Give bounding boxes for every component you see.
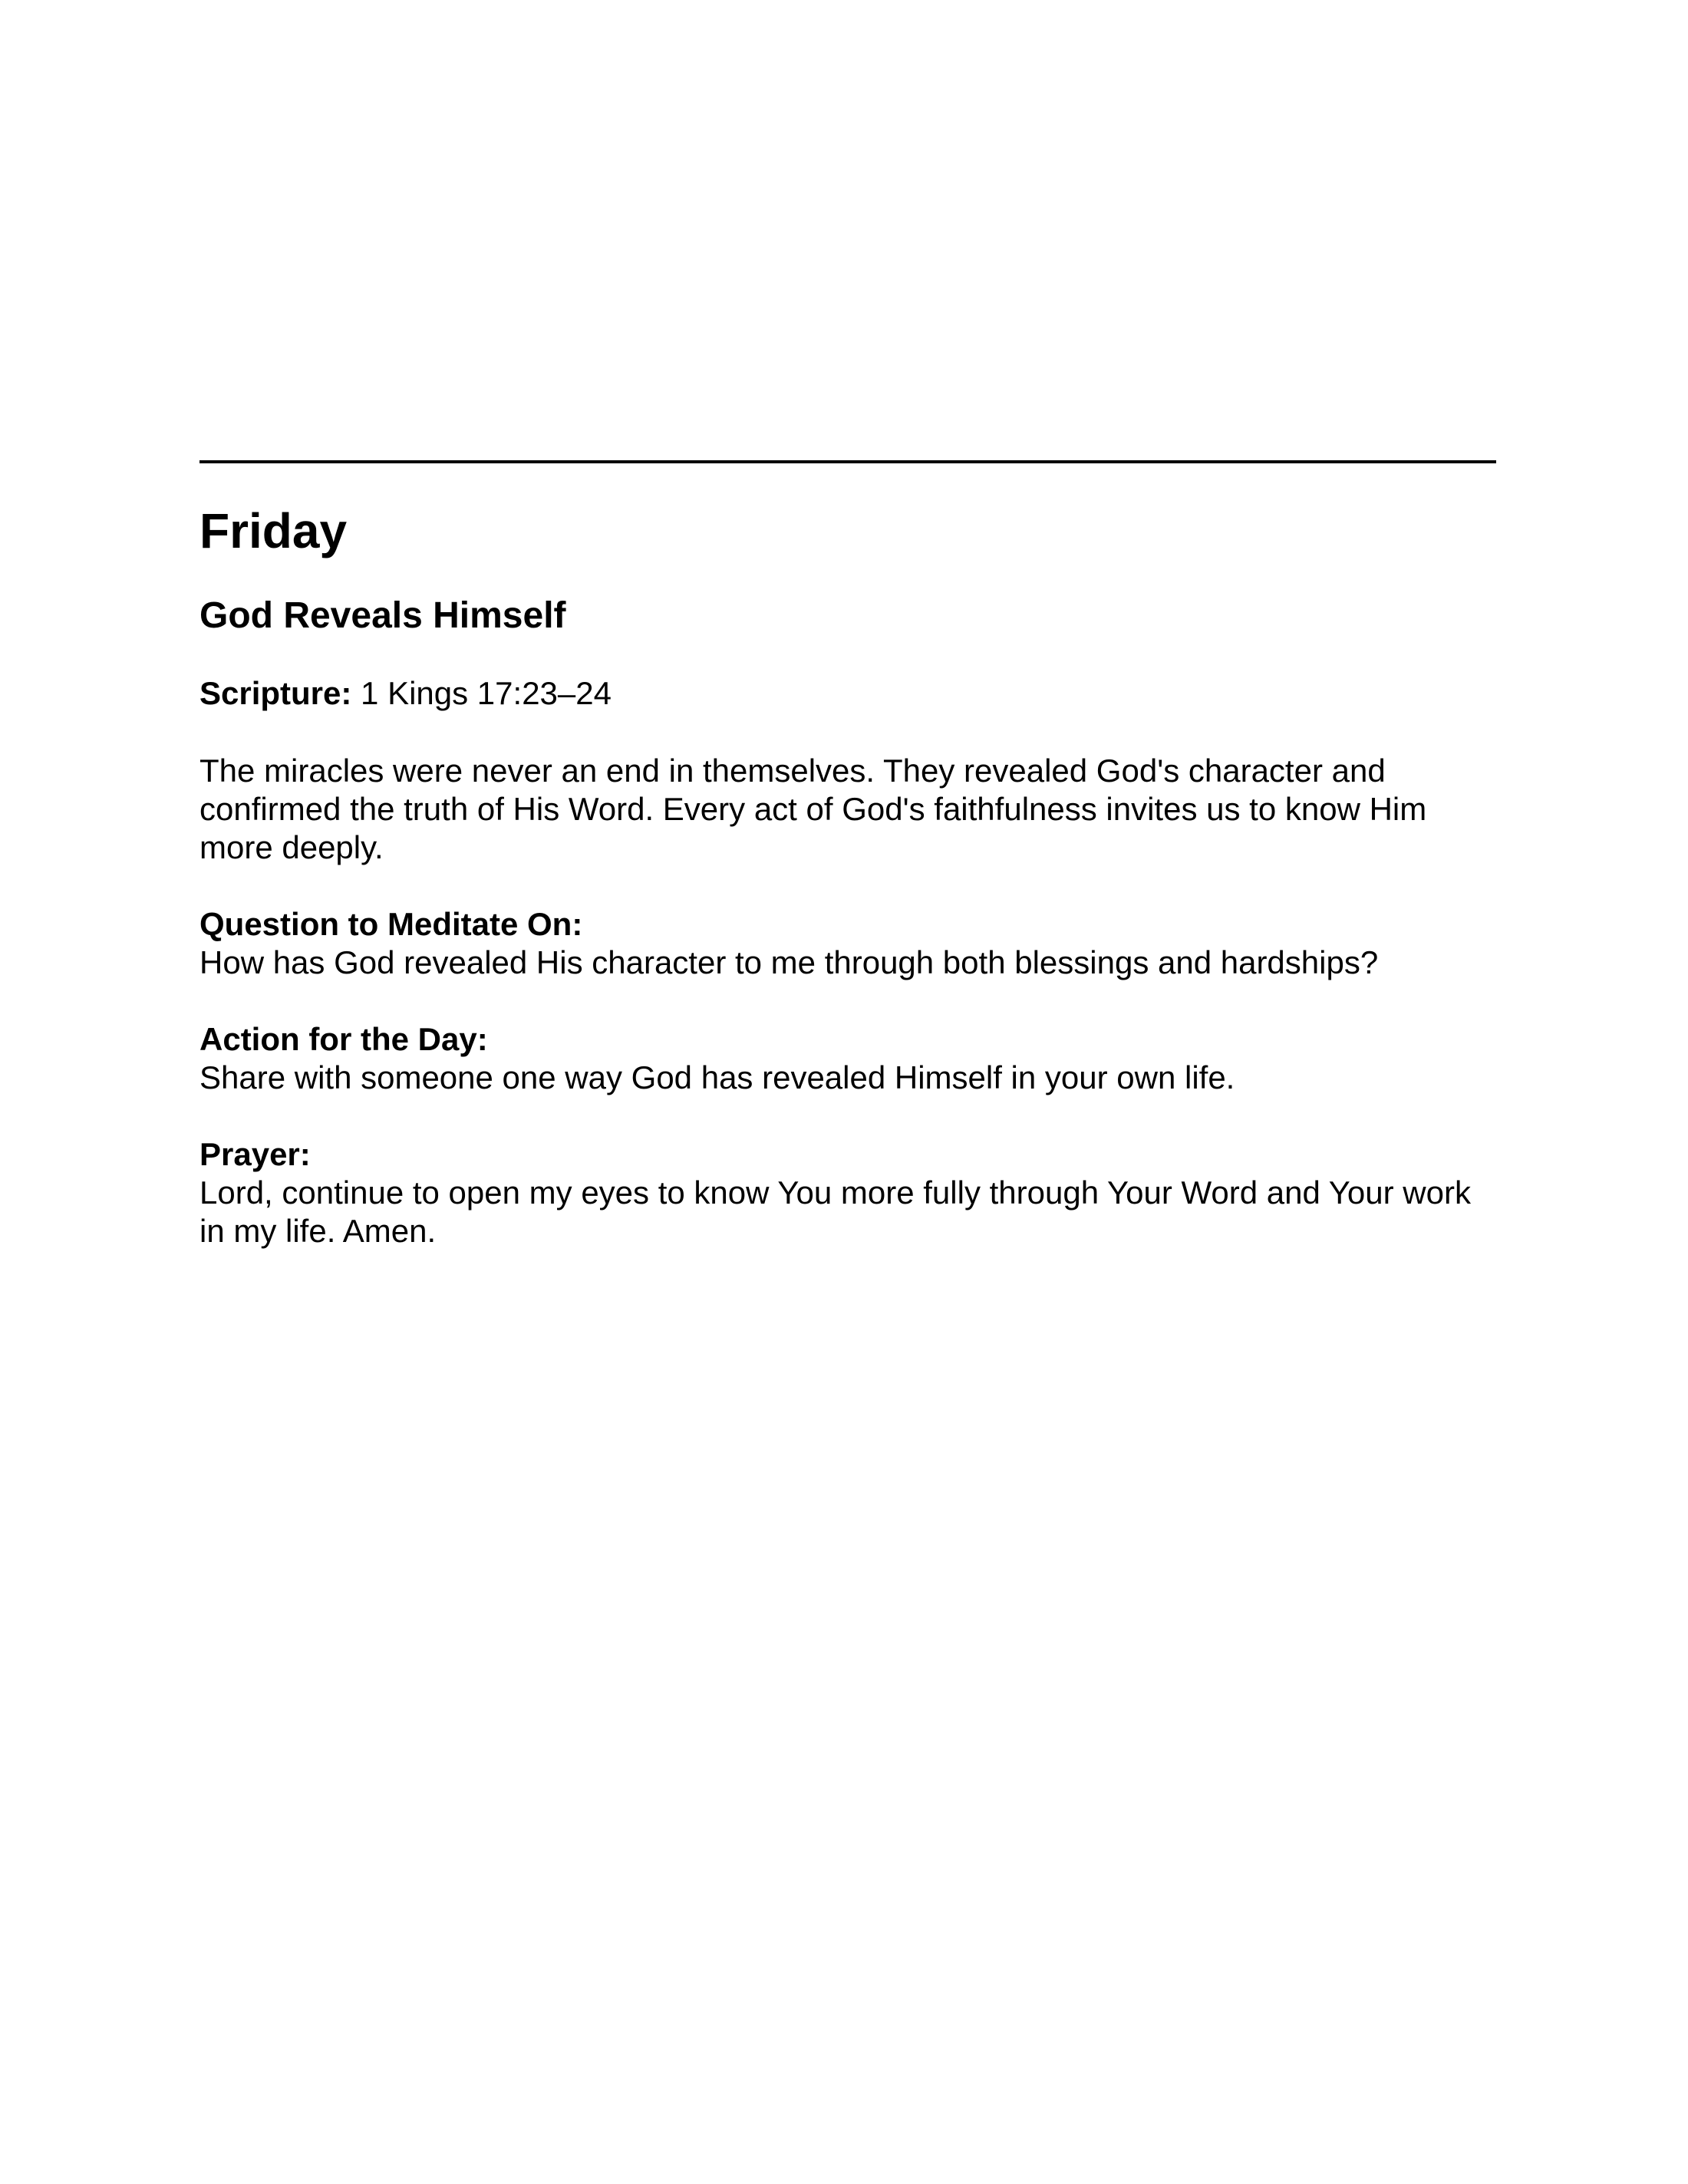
body-paragraph: The miracles were never an end in themselves. They revealed God's character and confirmed the truth of His Word. Every act of God's faithfulness invites us to know Him more deeply. xyxy=(199,752,1427,865)
question-label: Question to Meditate On: xyxy=(199,905,583,942)
devotion-title: God Reveals Himself xyxy=(199,595,566,636)
action-label: Action for the Day: xyxy=(199,1020,488,1057)
scripture-label: Scripture: xyxy=(199,675,352,712)
scripture-line xyxy=(199,674,1496,713)
prayer-section xyxy=(199,1135,1496,1250)
question-text: How has God revealed His character to me through both blessings and hardships? xyxy=(199,944,1379,980)
horizontal-rule xyxy=(199,460,1496,463)
question-section xyxy=(199,905,1496,982)
devotional-page xyxy=(199,460,1496,1250)
day-heading: Friday xyxy=(199,503,348,558)
action-section xyxy=(199,1020,1496,1097)
scripture-reference: 1 Kings 17:23–24 xyxy=(361,675,612,712)
action-text: Share with someone one way God has revealed Himself in your own life. xyxy=(199,1059,1235,1095)
prayer-text: Lord, continue to open my eyes to know You more fully through Your Word and Your work in my life. Amen. xyxy=(199,1174,1471,1249)
prayer-label: Prayer: xyxy=(199,1135,311,1172)
